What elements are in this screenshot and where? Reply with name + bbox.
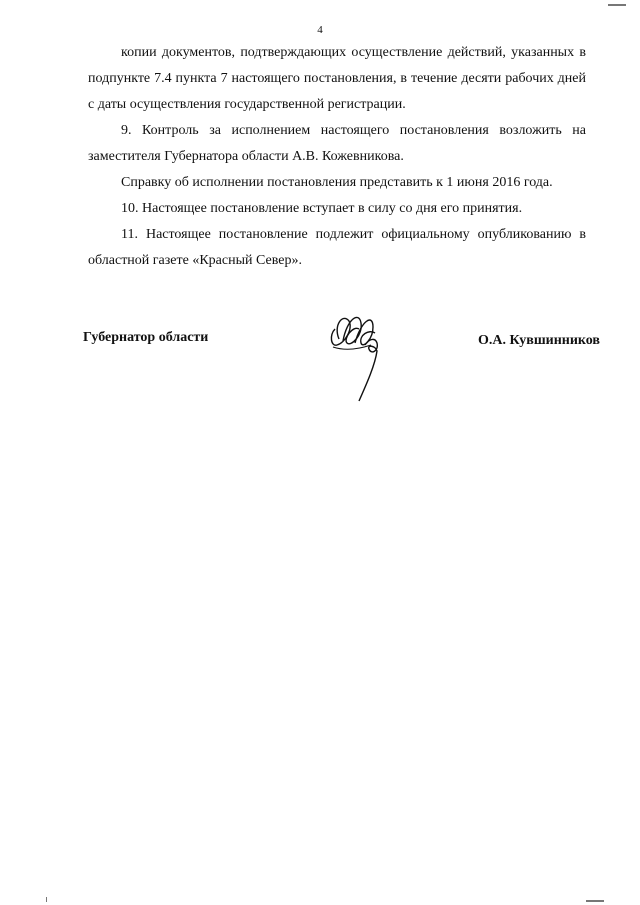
paragraph-11: 11. Настоящее постановление подлежит официальному опубликованию в областной газете «Красный Север». (88, 227, 586, 268)
scan-edge-mark (586, 900, 604, 902)
signatory-title: Губернатор области (83, 330, 209, 345)
handwritten-signature (325, 305, 385, 405)
paragraph-10: 10. Настоящее постановление вступает в силу со дня его принятия. (121, 201, 523, 216)
signatory-name: О.А. Кувшинников (477, 333, 600, 348)
paragraph-continuation: копии документов, подтверждающих осуществление действий, указанных в подпункте 7.4 пункта 7 настоящего постановления, в течение десяти рабочих дней с даты осуществления государственной регистрации. (88, 45, 586, 112)
paragraph-9: 9. Контроль за исполнением настоящего постановления возложить на заместителя Губернатора области А.В. Кожевникова. (88, 123, 586, 164)
scan-edge-mark (46, 897, 47, 902)
document-body (88, 40, 586, 274)
paragraph-report-deadline: Справку об исполнении постановления представить к 1 июня 2016 года. (121, 175, 553, 190)
scan-edge-mark (608, 4, 626, 6)
page-number: 4 (317, 24, 323, 36)
